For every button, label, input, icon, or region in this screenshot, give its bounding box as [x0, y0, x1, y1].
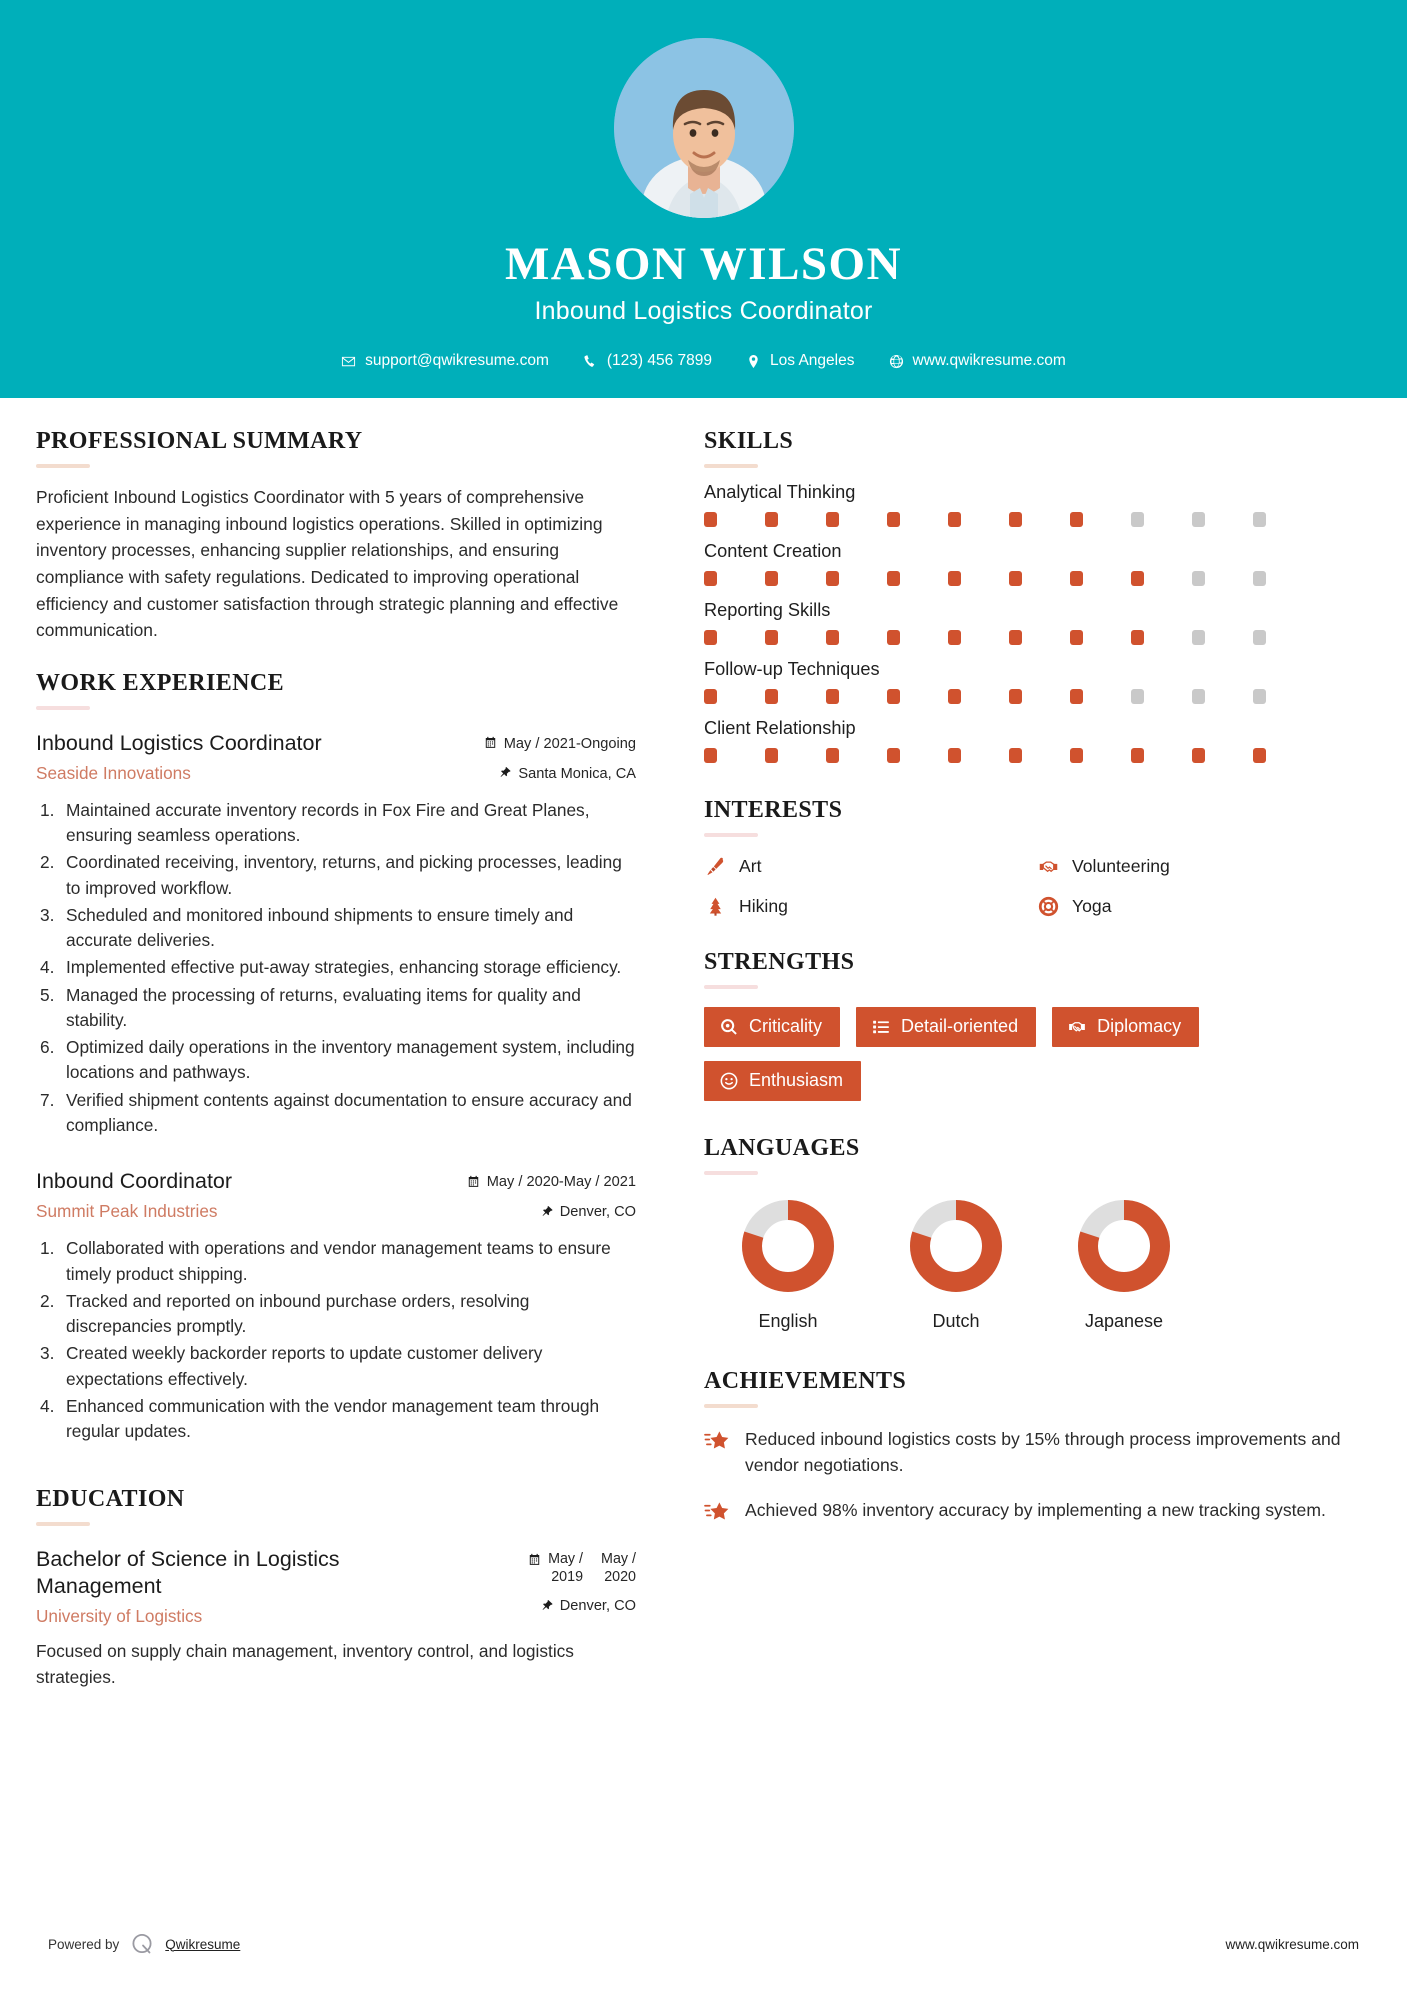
contact-phone[interactable] [566, 352, 729, 370]
skill-dot [1009, 512, 1022, 527]
skill-item [704, 659, 1370, 704]
skill-dot [1131, 571, 1144, 586]
contact-phone-text: (123) 456 7899 [606, 352, 713, 370]
skill-label: Reporting Skills [704, 600, 831, 620]
life-ring-icon [1037, 895, 1059, 917]
list-icon [871, 1017, 890, 1036]
language-item [872, 1197, 1040, 1332]
strength-chip-diplomacy [1052, 1007, 1199, 1047]
skill-dot [948, 571, 961, 586]
skill-dot [1009, 748, 1022, 763]
shooting-star-icon [704, 1497, 730, 1528]
portrait-photo-icon [614, 38, 794, 218]
skill-dot [765, 630, 778, 645]
bullet-item: Coordinated receiving, inventory, returns, and picking processes, leading to improved workflow. [66, 852, 622, 898]
skill-dot [1192, 630, 1205, 645]
language-item [704, 1197, 872, 1332]
job-role: Inbound Coordinator [36, 1169, 233, 1194]
interest-label: Art [739, 855, 762, 876]
skill-dot [1009, 630, 1022, 645]
contact-website[interactable] [872, 352, 1083, 370]
contact-bar [0, 352, 1407, 370]
section-rule [36, 1522, 90, 1526]
education-location: Denver, CO [559, 1598, 636, 1615]
language-item [1040, 1197, 1208, 1332]
calendar-icon [484, 736, 497, 750]
skill-dot [1192, 689, 1205, 704]
job-location-row [421, 765, 636, 784]
section-professional-summary [36, 428, 636, 644]
strength-chip-enthusiasm [704, 1061, 861, 1101]
language-donut [907, 1197, 1005, 1295]
interest-item [704, 895, 1037, 917]
section-rule [704, 1171, 758, 1175]
education-school: University of Logistics [36, 1605, 203, 1626]
job-dates: May / 2020-May / 2021 [486, 1174, 636, 1191]
interest-label: Hiking [739, 895, 788, 916]
job-meta [421, 1168, 636, 1222]
strength-chip-detail-oriented [856, 1007, 1036, 1047]
calendar-icon [528, 1552, 541, 1566]
contact-email[interactable] [324, 352, 566, 370]
smiley-icon [719, 1071, 738, 1090]
skill-dot [887, 748, 900, 763]
job-company: Summit Peak Industries [36, 1201, 218, 1222]
skill-dot [704, 630, 717, 645]
contact-website-text: www.qwikresume.com [912, 352, 1066, 370]
achievement-item [704, 1426, 1370, 1479]
skill-dot [704, 512, 717, 527]
skill-dot [704, 748, 717, 763]
work-experience-heading: WORK EXPERIENCE [36, 669, 285, 696]
bullet-item: Optimized daily operations in the inventory management system, including locations and pathways. [66, 1037, 635, 1083]
skill-dot [1131, 630, 1144, 645]
strength-label: Enthusiasm [749, 1070, 844, 1090]
skill-item [704, 482, 1370, 527]
experience-item [36, 1168, 636, 1444]
section-work-experience [36, 670, 636, 1445]
qwikresume-logo-icon [130, 1932, 154, 1956]
contact-email-text: support@qwikresume.com [365, 352, 549, 370]
bullet-item: Scheduled and monitored inbound shipments to ensure timely and accurate deliveries. [66, 904, 574, 951]
job-company: Seaside Innovations [36, 762, 191, 783]
pushpin-icon [540, 1598, 553, 1612]
skill-rating [704, 630, 1370, 645]
education-date-end-line2: 2020 [604, 1568, 636, 1585]
strengths-heading: STRENGTHS [704, 949, 855, 975]
bullet-item: Implemented effective put-away strategies, enhancing storage efficiency. [66, 957, 622, 978]
skill-dot [887, 630, 900, 645]
skill-dot [1009, 571, 1022, 586]
section-achievements [704, 1368, 1370, 1528]
skill-dot [1070, 748, 1083, 763]
language-donut [1075, 1197, 1173, 1295]
section-interests [704, 797, 1370, 917]
page-title: MASON WILSON [504, 238, 903, 290]
skill-dot [1131, 689, 1144, 704]
job-dates-row [421, 1173, 636, 1192]
pushpin-icon [498, 766, 511, 780]
skill-dot [826, 512, 839, 527]
contact-location[interactable] [729, 352, 871, 370]
bullet-item: Maintained accurate inventory records in Fox Fire and Great Planes, ensuring seamless operations. [66, 799, 590, 846]
skill-dot [826, 630, 839, 645]
interest-label: Yoga [1072, 895, 1112, 916]
language-donut [739, 1197, 837, 1295]
summary-heading: PROFESSIONAL SUMMARY [36, 428, 363, 454]
languages-heading: LANGUAGES [704, 1135, 860, 1161]
section-rule [36, 464, 90, 468]
achievements-heading: ACHIEVEMENTS [704, 1368, 907, 1394]
skill-dot [1253, 748, 1266, 763]
skill-dot [887, 512, 900, 527]
section-languages [704, 1135, 1370, 1332]
skill-dot [704, 571, 717, 586]
skill-dot [765, 512, 778, 527]
job-location-row [421, 1203, 636, 1222]
skill-dot [1070, 630, 1083, 645]
skill-label: Client Relationship [704, 718, 856, 738]
skill-dot [1253, 689, 1266, 704]
footer-website: www.qwikresume.com [1225, 1936, 1359, 1952]
interest-item [1037, 895, 1370, 917]
achievement-text: Reduced inbound logistics costs by 15% through process improvements and vendor negotiations. [745, 1429, 1341, 1476]
paintbrush-icon [704, 855, 726, 877]
skill-dot [826, 689, 839, 704]
strength-label: Diplomacy [1097, 1016, 1182, 1036]
resume-body [0, 428, 1407, 1717]
job-location: Santa Monica, CA [518, 765, 636, 782]
skill-dot [1070, 571, 1083, 586]
skill-item [704, 541, 1370, 586]
globe-icon [889, 354, 904, 369]
education-description: Focused on supply chain management, inventory control, and logistics strategies. [36, 1640, 574, 1687]
skill-dot [1192, 571, 1205, 586]
job-role: Inbound Logistics Coordinator [36, 730, 322, 755]
strength-chip-criticality [704, 1007, 840, 1047]
summary-text: Proficient Inbound Logistics Coordinator with 5 years of comprehensive experience in managing inbound logistics operations. Skilled in optimizing inventory processes, enhancing supplier relationships, and ensuring compliance with safety regulations. Dedicated to improving operational efficiency and customer satisfaction through strategic planning and effective communication. [36, 487, 619, 641]
pushpin-icon [540, 1204, 553, 1218]
strength-label: Detail-oriented [901, 1016, 1019, 1036]
skill-rating [704, 512, 1370, 527]
map-pin-icon [746, 354, 761, 369]
education-date-end [601, 1551, 636, 1586]
job-dates: May / 2021-Ongoing [503, 735, 636, 752]
education-date-start [548, 1551, 583, 1586]
skill-dot [948, 630, 961, 645]
language-label: English [758, 1311, 818, 1331]
education-dates-row [431, 1551, 636, 1586]
resume-header [0, 0, 1407, 398]
language-label: Dutch [932, 1311, 980, 1331]
job-dates-row [421, 735, 636, 754]
phone-icon [583, 354, 598, 369]
skill-dot [826, 571, 839, 586]
handshake-icon [1067, 1017, 1086, 1036]
education-date-start-line2: 2019 [551, 1568, 584, 1585]
magnifier-icon [719, 1017, 738, 1036]
education-item [36, 1546, 636, 1690]
skill-dot [1253, 512, 1266, 527]
skill-item [704, 718, 1370, 763]
skill-dot [1253, 630, 1266, 645]
education-degree: Bachelor of Science in Logistics Management [36, 1547, 340, 1598]
skill-dot [765, 571, 778, 586]
section-rule [704, 1404, 758, 1408]
skill-dot [826, 748, 839, 763]
job-meta [421, 730, 636, 784]
education-meta [431, 1546, 636, 1616]
education-heading: EDUCATION [36, 1486, 185, 1513]
skill-dot [1253, 571, 1266, 586]
footer [0, 1932, 1407, 1956]
handshake-icon [1037, 855, 1059, 877]
bullet-item: Collaborated with operations and vendor management teams to ensure timely product shipping. [66, 1238, 611, 1284]
skill-dot [1131, 748, 1144, 763]
section-rule [36, 706, 90, 710]
interest-item [704, 855, 1037, 877]
skill-rating [704, 571, 1370, 586]
skill-label: Analytical Thinking [704, 482, 856, 502]
skill-dot [1131, 512, 1144, 527]
qwikresume-link[interactable]: Qwikresume [165, 1936, 241, 1952]
skill-dot [765, 748, 778, 763]
skill-dot [887, 571, 900, 586]
skill-dot [887, 689, 900, 704]
section-rule [704, 985, 758, 989]
section-rule [704, 464, 758, 468]
skill-dot [948, 748, 961, 763]
skill-rating [704, 748, 1370, 763]
skill-dot [1009, 689, 1022, 704]
interests-heading: INTERESTS [704, 797, 843, 823]
contact-location-text: Los Angeles [770, 352, 855, 370]
achievement-item [704, 1497, 1370, 1528]
avatar [614, 38, 794, 218]
section-education [36, 1486, 636, 1690]
bullet-item: Verified shipment contents against documentation to ensure accuracy and compliance. [66, 1089, 632, 1135]
interest-label: Volunteering [1072, 855, 1170, 876]
interest-item [1037, 855, 1370, 877]
skill-dot [1070, 689, 1083, 704]
skill-dot [704, 689, 717, 704]
experience-item [36, 730, 636, 1138]
left-column [36, 428, 636, 1717]
education-date-end-line1: May / [601, 1551, 636, 1568]
bullet-item: Managed the processing of returns, evaluating items for quality and stability. [66, 984, 581, 1030]
bullet-item: Created weekly backorder reports to update customer delivery expectations effectively. [66, 1343, 543, 1389]
envelope-icon [341, 354, 356, 369]
shooting-star-icon [704, 1426, 730, 1457]
skill-label: Content Creation [704, 541, 842, 561]
job-location: Denver, CO [559, 1204, 636, 1221]
skill-dot [1070, 512, 1083, 527]
skill-dot [948, 512, 961, 527]
job-bullets [36, 798, 636, 1138]
bullet-item: Enhanced communication with the vendor management team through regular updates. [66, 1395, 600, 1442]
skill-dot [765, 689, 778, 704]
job-title: Inbound Logistics Coordinator [534, 297, 873, 326]
section-strengths [704, 949, 1370, 1101]
calendar-icon [467, 1174, 480, 1188]
pine-tree-icon [704, 895, 726, 917]
skill-dot [1192, 512, 1205, 527]
skill-rating [704, 689, 1370, 704]
right-column [670, 428, 1370, 1717]
education-location-row [431, 1597, 636, 1616]
skill-dot [1192, 748, 1205, 763]
education-date-start-line1: May / [548, 1551, 584, 1568]
strength-label: Criticality [749, 1016, 823, 1036]
bullet-item: Tracked and reported on inbound purchase orders, resolving discrepancies promptly. [66, 1290, 530, 1337]
language-label: Japanese [1084, 1311, 1164, 1331]
skill-dot [948, 689, 961, 704]
skill-item [704, 600, 1370, 645]
achievement-text: Achieved 98% inventory accuracy by implementing a new tracking system. [745, 1499, 1326, 1520]
powered-by-label: Powered by [48, 1936, 120, 1952]
skills-heading: SKILLS [704, 428, 794, 454]
section-skills [704, 428, 1370, 763]
skill-label: Follow-up Techniques [704, 659, 880, 679]
section-rule [704, 833, 758, 837]
job-bullets [36, 1236, 636, 1444]
